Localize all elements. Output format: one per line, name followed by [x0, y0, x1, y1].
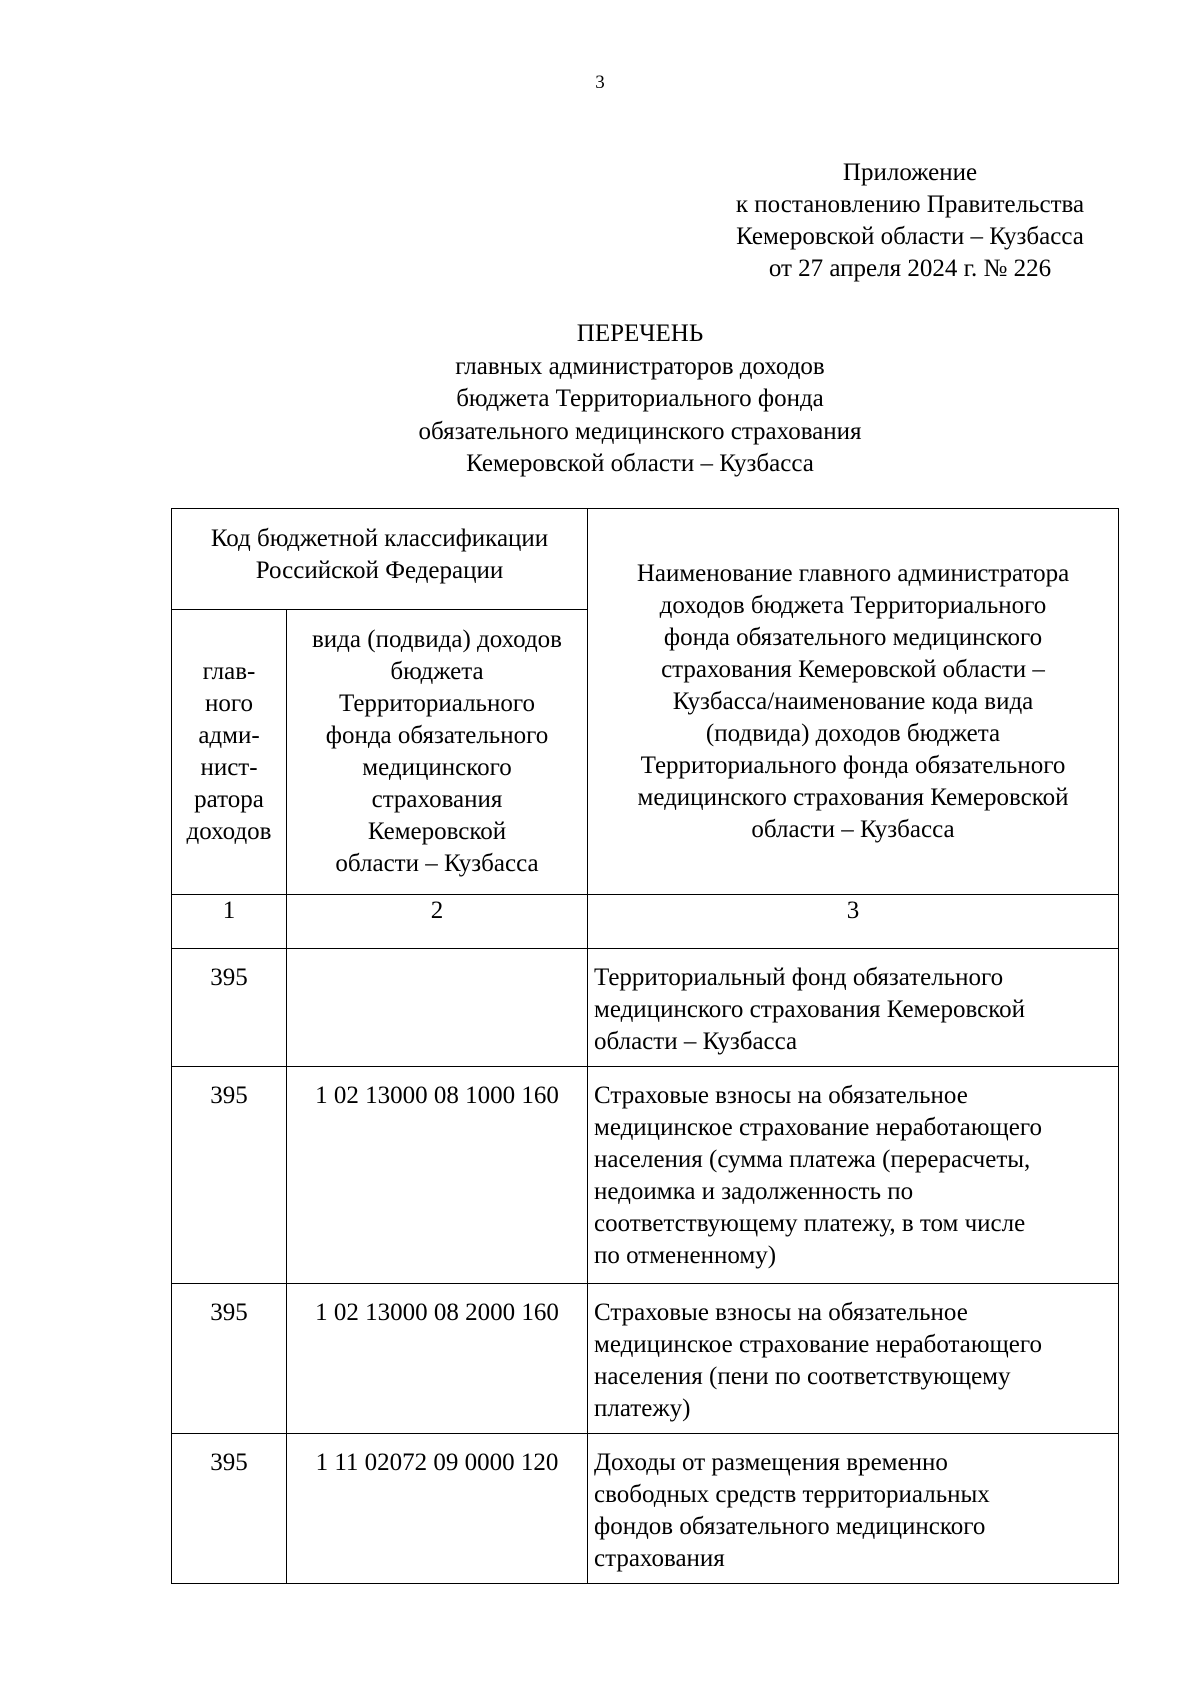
name-text: свободных средств территориальных: [594, 1481, 990, 1508]
appendix-line: от 27 апреля 2024 г. № 226: [768, 255, 1052, 282]
table-row: [172, 1067, 1119, 1284]
name-text: медицинское страхование неработающего: [594, 1331, 1043, 1358]
name-text: фондов обязательного медицинского: [594, 1513, 986, 1540]
name-text: населения (пени по соответствующему: [594, 1363, 1011, 1390]
name-cell: [588, 949, 1119, 1067]
name-text: Доходы от размещения временно: [594, 1449, 948, 1476]
header-text: ратора: [194, 786, 264, 813]
header-text: Кемеровской: [367, 818, 507, 845]
column-number: 2: [287, 895, 588, 949]
header-text: доходов: [186, 818, 272, 845]
admin-code-cell: 395: [172, 1284, 287, 1434]
header-text: Территориального: [339, 690, 535, 717]
appendix-line: к постановлению Правительства: [735, 191, 1085, 218]
title-heading: ПЕРЕЧЕНЬ: [576, 320, 704, 347]
name-text: недоимка и задолженность по: [594, 1178, 914, 1205]
name-cell: [588, 1067, 1119, 1284]
name-cell: [588, 1434, 1119, 1584]
page-number: 3: [595, 72, 605, 93]
header-text: ного: [204, 690, 253, 717]
header-text: бюджета: [390, 658, 484, 685]
header-text: страхования Кемеровской области –: [661, 655, 1045, 683]
appendix-line: Кемеровской области – Кузбасса: [736, 223, 1084, 250]
admin-code-cell: 395: [172, 1067, 287, 1284]
name-text: населения (сумма платежа (перерасчеты,: [594, 1146, 1031, 1173]
header-text: нист-: [200, 754, 258, 781]
header-text: Код бюджетной классификации: [210, 525, 549, 552]
header-text: области – Кузбасса: [751, 815, 955, 843]
table-row: [172, 1284, 1119, 1434]
kind-code-cell: 1 11 02072 09 0000 120: [287, 1434, 588, 1584]
table-header-row: [172, 509, 1119, 610]
header-text: глав-: [202, 658, 256, 685]
header-admin-cell: [172, 610, 287, 895]
header-text: (подвида) доходов бюджета: [705, 719, 1001, 747]
header-text: области – Кузбасса: [335, 850, 539, 877]
appendix-line: Приложение: [842, 159, 978, 186]
header-text: фонда обязательного медицинского: [663, 623, 1043, 651]
title-line: бюджета Территориального фонда: [456, 385, 824, 412]
name-text: Территориальный фонд обязательного: [594, 964, 1004, 991]
header-text: адми-: [198, 722, 260, 749]
name-text: соответствующему платежу, в том числе: [594, 1210, 1026, 1237]
column-number: 1: [172, 895, 287, 949]
column-number: 3: [588, 895, 1119, 949]
title-line: главных администраторов доходов: [455, 352, 825, 380]
name-text: медицинского страхования Кемеровской: [594, 996, 1025, 1023]
header-text: Наименование главного администратора: [636, 559, 1070, 587]
header-text: вида (подвида) доходов: [312, 626, 562, 653]
table-row: [172, 949, 1119, 1067]
appendix-block: [700, 157, 1120, 285]
title-line: Кемеровской области – Кузбасса: [466, 450, 814, 477]
name-text: медицинское страхование неработающего: [594, 1114, 1043, 1141]
header-text: Территориального фонда обязательного: [640, 751, 1066, 779]
admin-code-cell: 395: [172, 949, 287, 1067]
revenue-administrators-table: [171, 508, 1119, 1584]
table-row: [172, 1434, 1119, 1584]
header-text: фонда обязательного: [325, 722, 549, 749]
admin-code-cell: 395: [172, 1434, 287, 1584]
header-text: страхования: [371, 786, 503, 813]
header-text: медицинского: [362, 754, 512, 781]
name-text: платежу): [594, 1395, 691, 1422]
header-text: доходов бюджета Территориального: [659, 591, 1047, 619]
kind-code-cell: [287, 949, 588, 1067]
name-text: по отмененному): [594, 1242, 777, 1269]
column-number-row: [172, 895, 1119, 949]
kind-code-cell: 1 02 13000 08 1000 160: [287, 1067, 588, 1284]
header-text: Российской Федерации: [255, 557, 504, 584]
header-classification-cell: [172, 509, 588, 610]
title-line: обязательного медицинского страхования: [418, 417, 862, 445]
header-name-cell: [588, 509, 1119, 895]
name-text: области – Кузбасса: [594, 1028, 798, 1055]
name-text: страхования: [594, 1545, 725, 1572]
name-text: Страховые взносы на обязательное: [594, 1299, 968, 1326]
name-text: Страховые взносы на обязательное: [594, 1082, 968, 1109]
kind-code-cell: 1 02 13000 08 2000 160: [287, 1284, 588, 1434]
document-title: [300, 318, 980, 481]
header-kind-cell: [287, 610, 588, 895]
name-cell: [588, 1284, 1119, 1434]
header-text: Кузбасса/наименование кода вида: [672, 687, 1034, 715]
header-text: медицинского страхования Кемеровской: [637, 783, 1069, 811]
